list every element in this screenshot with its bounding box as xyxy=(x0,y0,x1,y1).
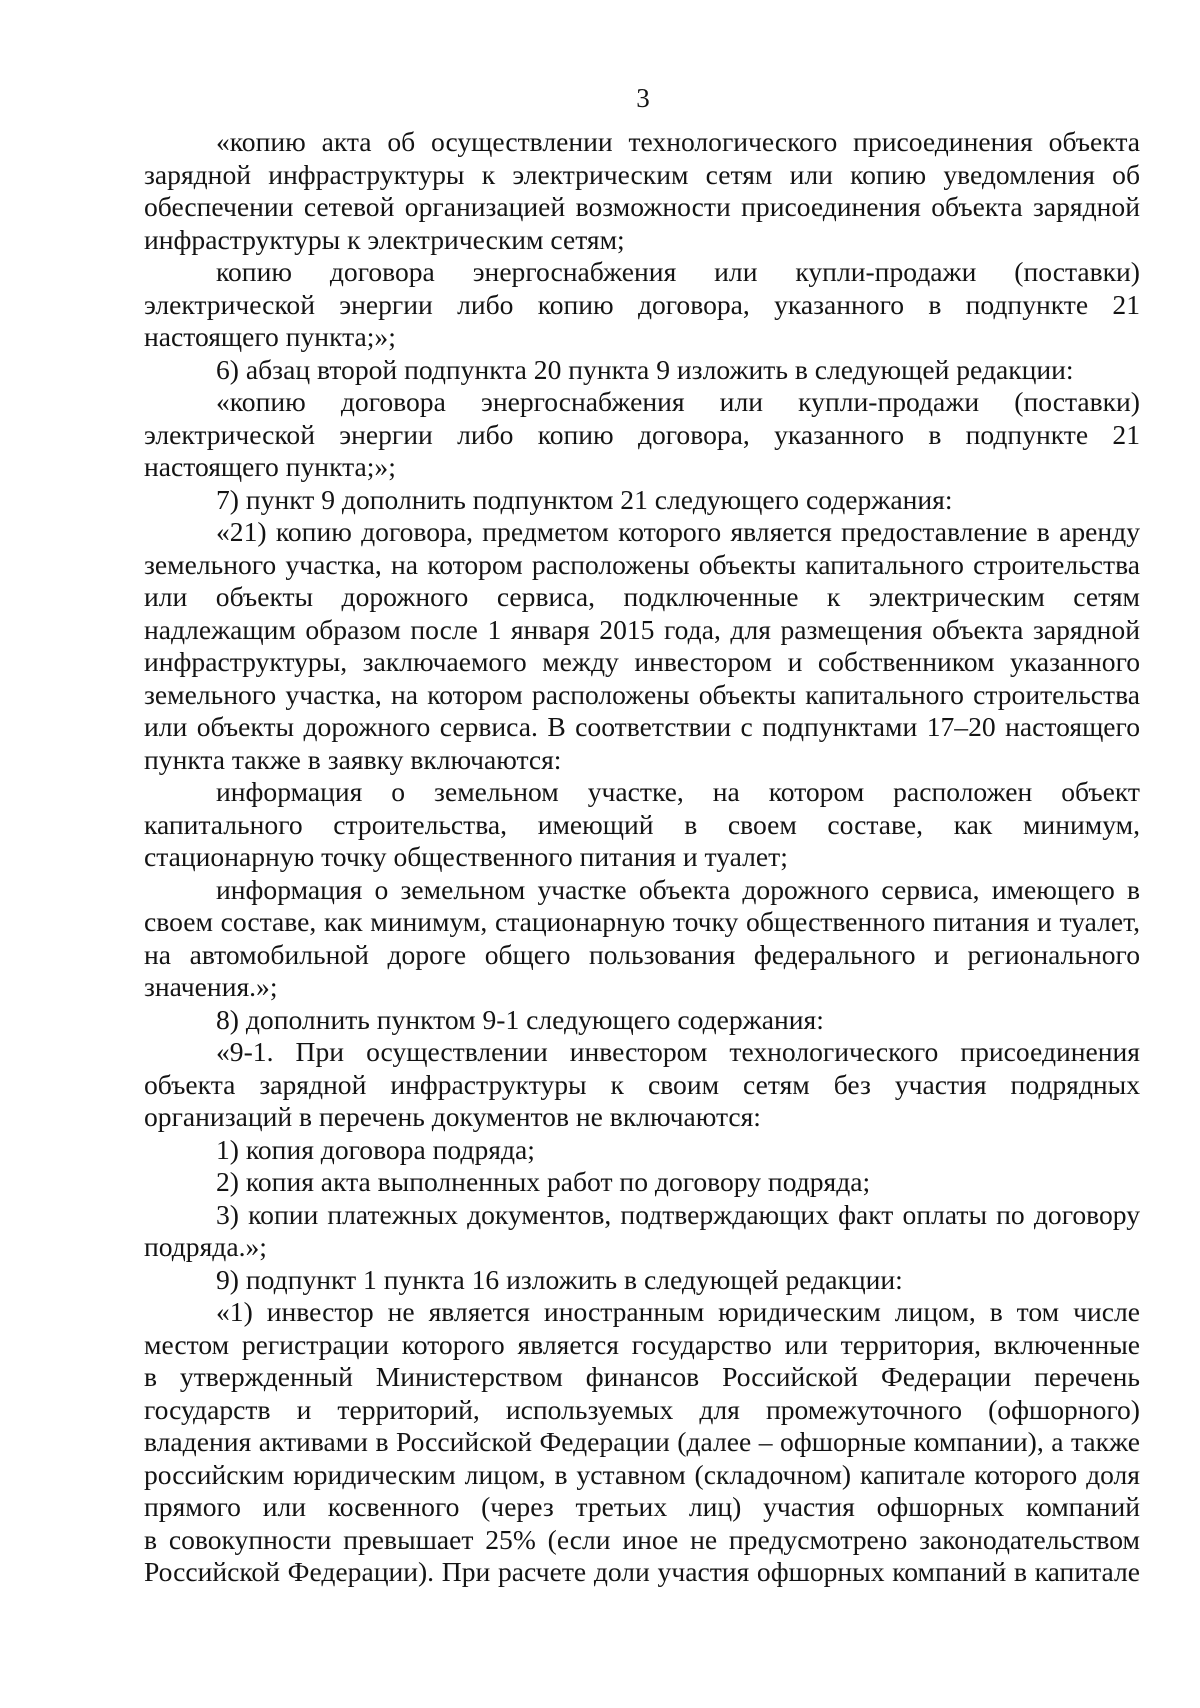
text-line: 9) подпункт 1 пункта 16 изложить в следующей редакции: xyxy=(216,1263,903,1295)
text-line: местом регистрации которого является государство или территория, включенные xyxy=(144,1328,1140,1360)
document-body xyxy=(144,126,1140,1589)
text-line: инфраструктуры, заключаемого между инвестором и собственником указанного xyxy=(144,646,1140,677)
text-line: государств и территорий, используемых для промежуточного (офшорного) xyxy=(144,1393,1140,1425)
text-line: зарядной инфраструктуры к электрическим сетям или копию уведомления об xyxy=(144,158,1140,190)
text-line: или объекты дорожного сервиса, подключенные к электрическим сетям xyxy=(144,581,1140,612)
text-line: своем составе, как минимум, стационарную точку общественного питания и туалет, xyxy=(144,906,1140,937)
text-line: электрической энергии либо копию договора, указанного в подпункте 21 xyxy=(144,418,1140,450)
text-line: капитального строительства, имеющий в своем составе, как минимум, xyxy=(144,808,1140,840)
text-line: «копию договора энергоснабжения или купли-продажи (поставки) xyxy=(216,386,1140,417)
text-line: информация о земельном участке, на котором расположен объект xyxy=(216,776,1140,807)
text-line: значения.»; xyxy=(144,971,278,1002)
text-line: или объекты дорожного сервиса. В соответствии с подпунктами 17–20 настоящего xyxy=(144,711,1140,742)
text-line: прямого или косвенного (через третьих лиц) участия офшорных компаний xyxy=(144,1491,1140,1522)
page-number: 3 xyxy=(636,83,650,113)
text-line: в совокупности превышает 25% (если иное не предусмотрено законодательством xyxy=(144,1523,1140,1555)
text-line: электрической энергии либо копию договора, указанного в подпункте 21 xyxy=(144,288,1140,320)
text-line: настоящего пункта;»; xyxy=(144,321,396,352)
text-line: пункта также в заявку включаются: xyxy=(144,743,562,775)
text-line: 3) копии платежных документов, подтверждающих факт оплаты по договору xyxy=(216,1198,1140,1230)
text-line: «1) инвестор не является иностранным юридическим лицом, в том числе xyxy=(216,1296,1140,1327)
text-line: обеспечении сетевой организацией возможности присоединения объекта зарядной xyxy=(144,191,1140,222)
text-line: земельного участка, на котором расположены объекты капитального строительства xyxy=(144,548,1140,580)
text-line: копию договора энергоснабжения или купли-продажи (поставки) xyxy=(216,256,1140,287)
text-line: 1) копия договора подряда; xyxy=(216,1133,535,1165)
text-line: 2) копия акта выполненных работ по договору подряда; xyxy=(216,1166,871,1197)
text-line: «9-1. При осуществлении инвестором технологического присоединения xyxy=(216,1036,1140,1067)
text-line: организаций в перечень документов не включаются: xyxy=(144,1101,761,1132)
text-line: «21) копию договора, предметом которого является предоставление в аренду xyxy=(216,516,1140,547)
text-line: информация о земельном участке объекта дорожного сервиса, имеющего в xyxy=(216,873,1140,905)
text-line: подряда.»; xyxy=(144,1231,267,1262)
text-line: 7) пункт 9 дополнить подпунктом 21 следующего содержания: xyxy=(216,483,953,515)
text-line: земельного участка, на котором расположены объекты капитального строительства xyxy=(144,678,1140,710)
text-line: 6) абзац второй подпункта 20 пункта 9 изложить в следующей редакции: xyxy=(216,353,1074,385)
text-line: Российской Федерации). При расчете доли участия офшорных компаний в капитале xyxy=(144,1556,1140,1587)
text-line: инфраструктуры к электрическим сетям; xyxy=(144,223,625,255)
text-line: российским юридическим лицом, в уставном (складочном) капитале которого доля xyxy=(144,1458,1140,1490)
text-line: стационарную точку общественного питания и туалет; xyxy=(144,841,788,872)
text-line: на автомобильной дороге общего пользования федерального и регионального xyxy=(144,938,1140,970)
text-line: «копию акта об осуществлении технологического присоединения объекта xyxy=(216,126,1140,157)
text-line: 8) дополнить пунктом 9-1 следующего содержания: xyxy=(216,1003,824,1035)
text-line: настоящего пункта;»; xyxy=(144,451,396,482)
text-line: владения активами в Российской Федерации (далее – офшорные компании), а также xyxy=(144,1426,1140,1457)
text-line: в утвержденный Министерством финансов Российской Федерации перечень xyxy=(144,1361,1140,1392)
text-line: надлежащим образом после 1 января 2015 года, для размещения объекта зарядной xyxy=(144,613,1140,645)
text-line: объекта зарядной инфраструктуры к своим сетям без участия подрядных xyxy=(144,1068,1140,1100)
